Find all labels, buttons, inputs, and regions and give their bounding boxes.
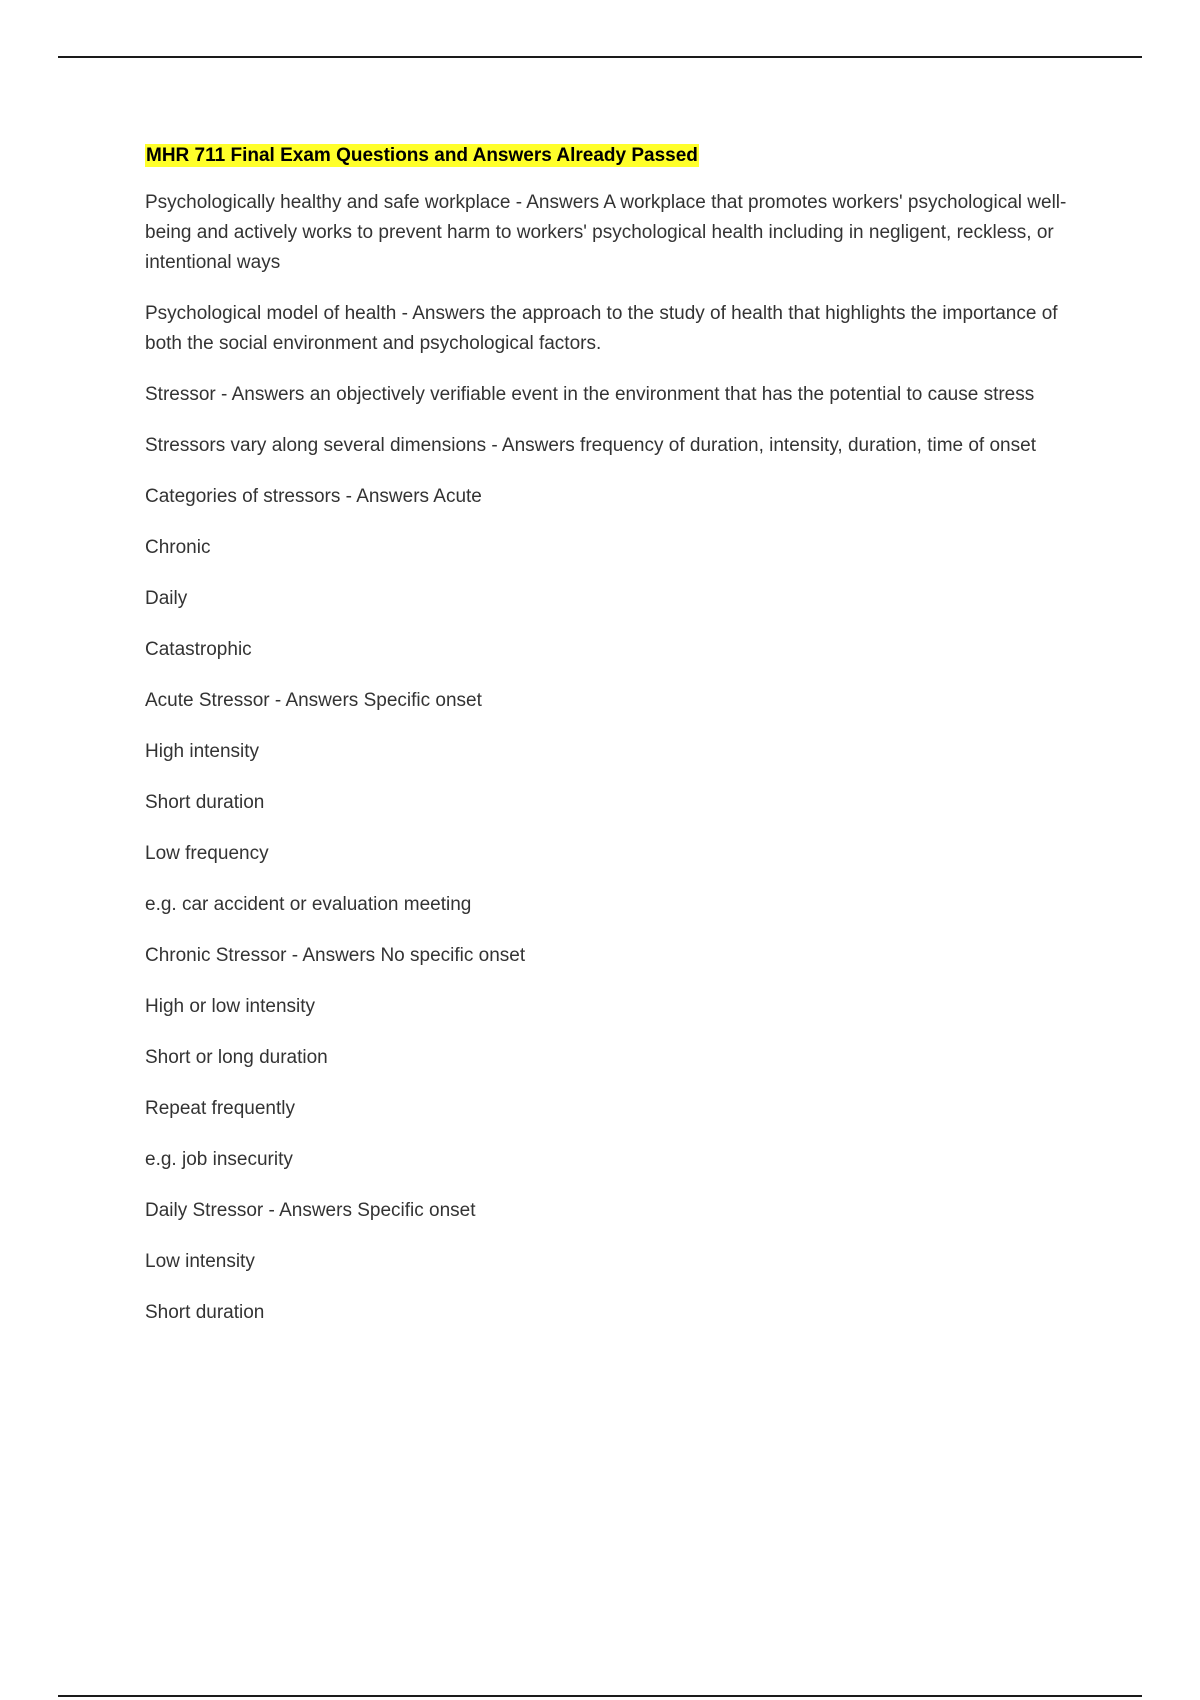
paragraph: Daily Stressor - Answers Specific onset <box>145 1200 476 1221</box>
paragraph: e.g. job insecurity <box>145 1149 293 1170</box>
document-body <box>145 141 1090 1349</box>
paragraph: Stressors vary along several dimensions - Answers frequency of duration, intensity, duration, time of onset <box>145 435 1036 456</box>
paragraph: Repeat frequently <box>145 1098 295 1119</box>
paragraph: Psychological model of health - Answers the approach to the study of health that highlights the importance of both the social environment and psychological factors. <box>145 303 1058 354</box>
paragraph: Short or long duration <box>145 1047 328 1068</box>
paragraph: Acute Stressor - Answers Specific onset <box>145 690 482 711</box>
paragraph: Chronic Stressor - Answers No specific onset <box>145 945 526 966</box>
document-title <box>145 141 1090 171</box>
bottom-page-rule <box>58 1695 1142 1697</box>
paragraph: Catastrophic <box>145 639 252 660</box>
paragraph: Short duration <box>145 1302 265 1323</box>
paragraph: Short duration <box>145 792 265 813</box>
paragraph: Low frequency <box>145 843 269 864</box>
paragraph: Chronic <box>145 537 211 558</box>
document-title-highlight: MHR 711 Final Exam Questions and Answers Already Passed <box>146 145 698 166</box>
paragraph: Low intensity <box>145 1251 255 1272</box>
paragraph: Categories of stressors - Answers Acute <box>145 486 482 507</box>
paragraph: High intensity <box>145 741 260 762</box>
paragraph: Stressor - Answers an objectively verifiable event in the environment that has the potential to cause stress <box>145 384 1035 405</box>
paragraph: High or low intensity <box>145 996 316 1017</box>
paragraph: Daily <box>145 588 188 609</box>
top-page-rule <box>58 56 1142 58</box>
paragraph: Psychologically healthy and safe workplace - Answers A workplace that promotes workers' psychological well-being and actively works to prevent harm to workers' psychological health including in negligent, reckless, or intentional ways <box>145 192 1067 273</box>
paragraph: e.g. car accident or evaluation meeting <box>145 894 472 915</box>
